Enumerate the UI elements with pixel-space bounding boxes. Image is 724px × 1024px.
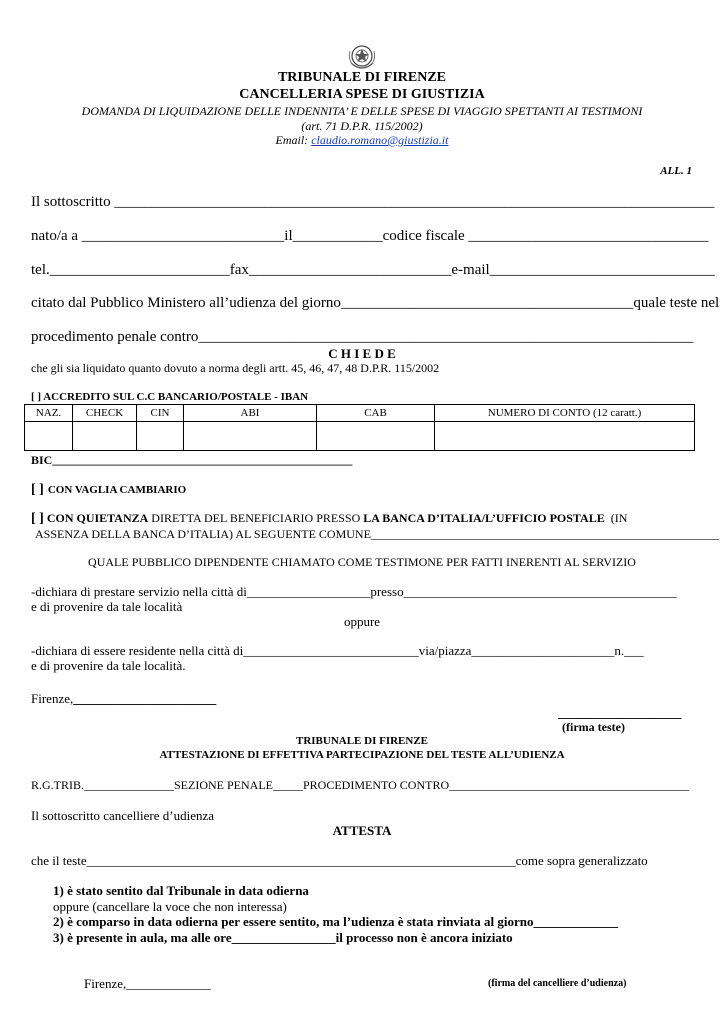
request-heading: C H I E D E — [328, 346, 396, 361]
attestation-item-2[interactable]: 2) è comparso in data odierna per essere sentito, ma l’udienza è stata rinviata al giorno_____________ — [53, 914, 618, 929]
email-label: Email: — [275, 133, 309, 147]
service-origin-text: e di provenire da tale località — [31, 599, 183, 614]
proceeding-line[interactable]: procedimento penale contro__________________________________________________________________ — [31, 329, 694, 345]
republic-emblem-icon — [347, 43, 377, 71]
iban-abi-field[interactable] — [184, 422, 317, 451]
receipt-text: DIRETTA DEL BENEFICIARIO PRESSO — [151, 511, 361, 525]
iban-header-naz: NAZ. — [25, 405, 73, 422]
court-title: TRIBUNALE DI FIRENZE — [277, 70, 447, 85]
email-link[interactable]: claudio.romano@giustizia.it — [311, 133, 449, 147]
attachment-label: ALL. 1 — [660, 165, 692, 177]
summoned-line[interactable]: citato dal Pubblico Ministero all’udienza del giorno_______________________________________quale teste nel — [31, 295, 720, 311]
iban-header-cin: CIN — [137, 405, 184, 422]
iban-naz-field[interactable] — [25, 422, 73, 451]
witness-signature-line[interactable]: ___________________ — [558, 705, 682, 720]
witness-name-line[interactable]: che il teste__________________________________________________________________come sopra generalizzato — [31, 853, 648, 868]
or-text: oppure — [343, 614, 381, 629]
money-order-checkbox[interactable]: [ ] — [31, 482, 44, 497]
resident-city-line[interactable]: -dichiara di essere residente nella città di___________________________via/piazza______________________n.___ — [31, 643, 644, 658]
applicant-name-line[interactable]: Il sottoscritto ________________________________________________________________________________ — [31, 194, 715, 210]
signature-place: Firenze, — [31, 691, 74, 706]
receipt-option[interactable] — [31, 511, 627, 527]
attestation-item-3[interactable]: 3) è presente in aula, ma alle ore________________il processo non è ancora iniziato — [53, 930, 513, 945]
birth-fiscal-code-line[interactable]: nato/a a ___________________________il____________codice fiscale ________________________________ — [31, 228, 709, 244]
attestation-title: ATTESTAZIONE DI EFFETTIVA PARTECIPAZIONE DEL TESTE ALL’UDIENZA — [159, 749, 565, 761]
public-employee-heading: QUALE PUBBLICO DIPENDENTE CHIAMATO COME TESTIMONE PER FATTI INERENTI AL SERVIZIO — [88, 555, 636, 569]
iban-account-field[interactable] — [435, 422, 695, 451]
law-reference: (art. 71 D.P.R. 115/2002) — [301, 119, 423, 133]
email-line — [0, 133, 724, 148]
office-title: CANCELLERIA SPESE DI GIUSTIZIA — [239, 87, 485, 102]
receipt-checkbox[interactable]: [ ] — [31, 511, 44, 526]
resident-origin-text: e di provenire da tale località. — [31, 658, 186, 673]
clerk-signature-label: (firma del cancelliere d’udienza) — [488, 978, 627, 989]
iban-check-field[interactable] — [73, 422, 137, 451]
iban-cin-field[interactable] — [137, 422, 184, 451]
attesta-heading: ATTESTA — [332, 823, 392, 838]
iban-option[interactable]: [ ] ACCREDITO SUL C.C BANCARIO/POSTALE - IBAN — [31, 391, 309, 403]
iban-cab-field[interactable] — [317, 422, 435, 451]
witness-signature-label: (firma teste) — [562, 720, 625, 734]
iban-header-check: CHECK — [73, 405, 137, 422]
money-order-label: CON VAGLIA CAMBIARIO — [47, 484, 187, 496]
bic-line[interactable]: BIC__________________________________________________ — [31, 453, 353, 467]
contacts-line[interactable]: tel.________________________fax___________________________e-mail______________________________ — [31, 262, 715, 278]
attestation-item-note: oppure (cancellare la voce che non interessa) — [53, 899, 287, 914]
money-order-option[interactable] — [31, 480, 186, 498]
iban-table — [24, 404, 695, 451]
receipt-bold-label: CON QUIETANZA — [46, 511, 149, 525]
service-city-line[interactable]: -dichiara di prestare servizio nella città di___________________presso__________________________________________ — [31, 584, 677, 599]
iban-header-abi: ABI — [184, 405, 317, 422]
receipt-text-end: (IN — [610, 511, 628, 525]
rg-line[interactable]: R.G.TRIB._______________SEZIONE PENALE_____PROCEDIMENTO CONTRO________________________________________ — [31, 778, 690, 792]
form-subtitle: DOMANDA DI LIQUIDAZIONE DELLE INDENNITA’ E DELLE SPESE DI VIAGGIO SPETTANTI AI TESTIMONI — [81, 104, 643, 118]
attestation-item-1: 1) è stato sentito dal Tribunale in data odierna — [53, 883, 309, 898]
clerk-place-date[interactable]: Firenze,_____________ — [84, 976, 211, 991]
clerk-text: Il sottoscritto cancelliere d’udienza — [31, 808, 215, 823]
request-text: che gli sia liquidato quanto dovuto a norma degli artt. 45, 46, 47, 48 D.P.R. 115/2002 — [31, 361, 440, 375]
iban-header-cab: CAB — [317, 405, 435, 422]
attestation-court: TRIBUNALE DI FIRENZE — [295, 735, 429, 747]
signature-place-date[interactable] — [31, 691, 216, 707]
receipt-bank-label: LA BANCA D’ITALIA/L’UFFICIO POSTALE — [363, 511, 605, 525]
iban-header-account: NUMERO DI CONTO (12 caratt.) — [435, 405, 695, 422]
municipality-line[interactable]: ASSENZA DELLA BANCA D’ITALIA) AL SEGUENTE COMUNE__________________________________________________________ — [35, 527, 719, 541]
signature-date-blank[interactable]: ______________________ — [73, 691, 217, 706]
